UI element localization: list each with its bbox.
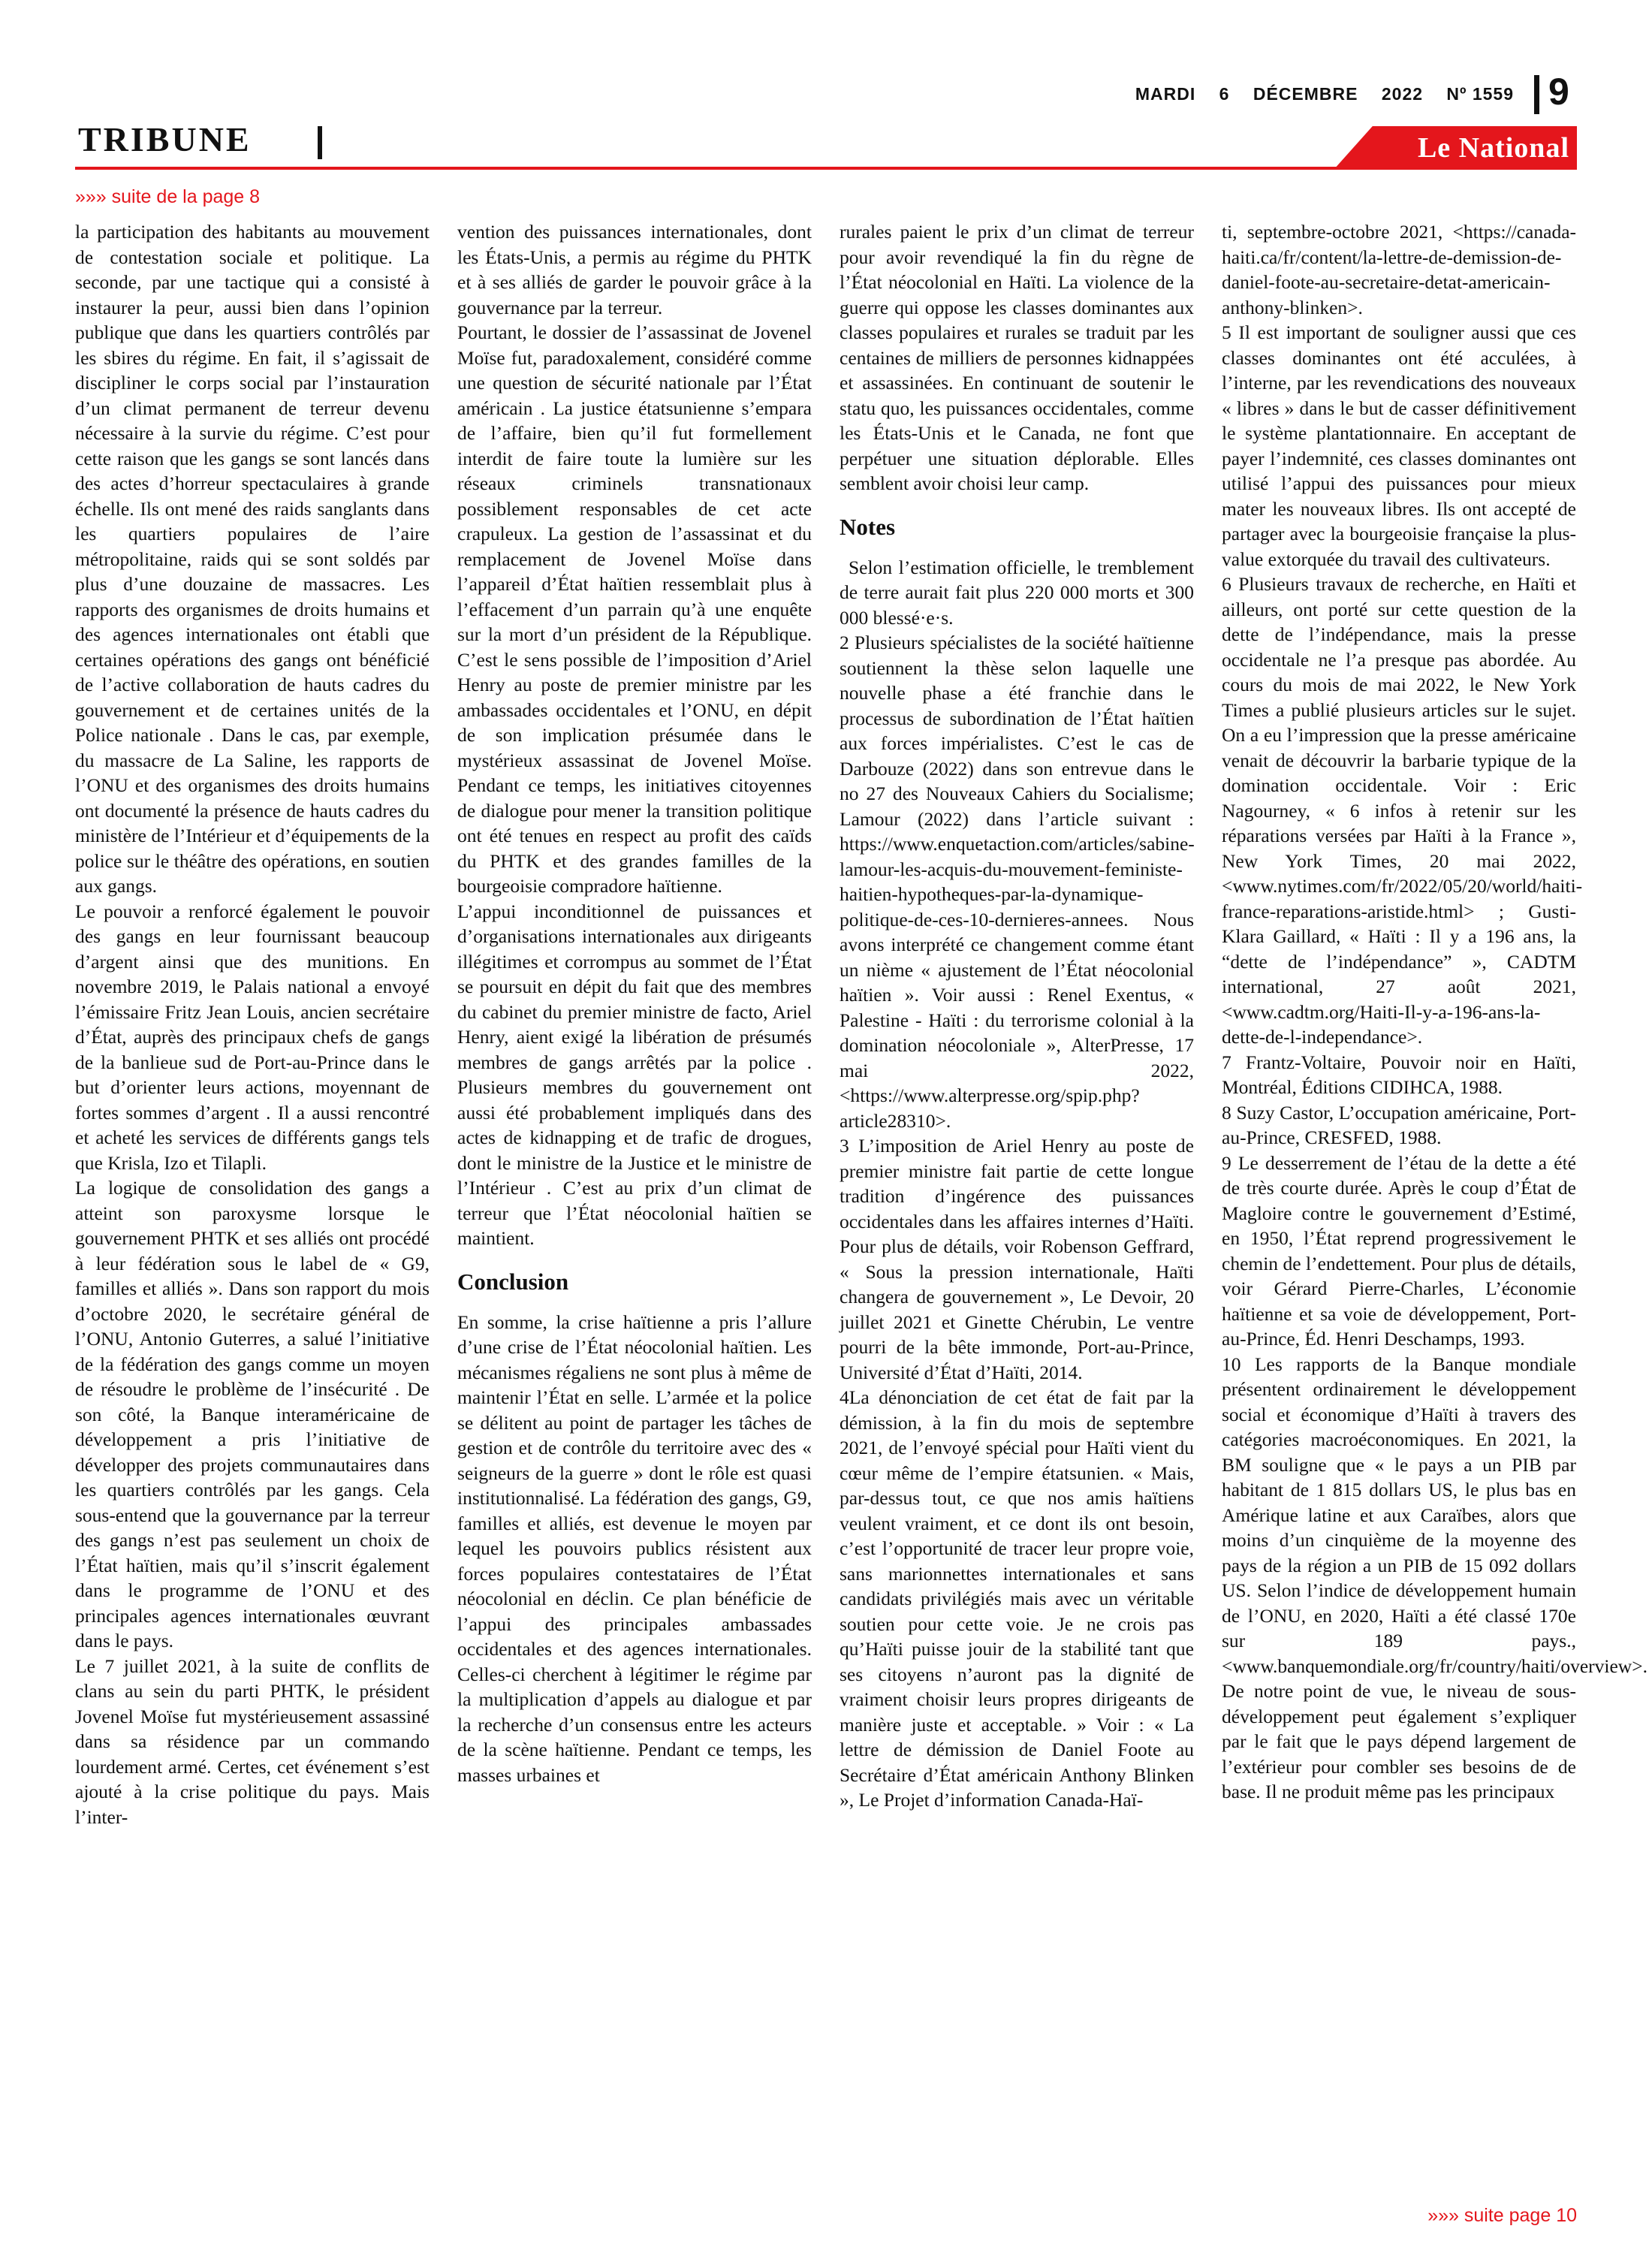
issue-weekday: MARDI bbox=[1135, 84, 1196, 104]
paragraph: la participation des habitants au mouvement de contestation sociale et politique. La seconde, par une tactique qui a consisté à instaurer la peur, aussi bien dans l’opinion publique que dans les quartiers contrôlés par les sbires du régime. En fait, il s’agissait de discipliner le corps social par l’instauration d’un climat permanent de terreur devenu nécessaire à la survie du régime. C’est pour cette raison que les gangs se sont lancés dans des actes d’horreur spectaculaires à grande échelle. Ils ont mené des raids sanglants dans les quartiers populaires de l’aire métropolitaine, raids qui se sont soldés par plus d’une douzaine de massacres. Les rapports des organismes de droits humains et des agences internationales ont établi que certaines opérations des gangs ont bénéficié de l’active collaboration de hauts cadres du gouvernement et de certaines unités de la Police nationale . Dans le cas, par exemple, du massacre de La Saline, les rapports de l’ONU et des organismes des droits humains ont documenté la présence de hauts cadres du ministère de l’Intérieur et d’équipements de la police sur le théâtre des opérations, en soutien aux gangs. bbox=[75, 221, 430, 897]
issue-number: Nº 1559 bbox=[1446, 84, 1514, 104]
page-number: 9 bbox=[1548, 71, 1569, 113]
article-column-3 bbox=[840, 219, 1194, 2202]
footnote-7: 7 Frantz-Voltaire, Pouvoir noir en Haïti, Montréal, Éditions CIDIHCA, 1988. bbox=[1222, 1051, 1576, 1098]
footnote-5: 5 Il est important de souligner aussi que ces classes dominantes ont été acculées, à l’interne, par les revendications des nouveaux « libres » dans le but de casser définitivement le système plantationnaire. En acceptant de payer l’indemnité, ces classes dominantes ont utilisé l’appui des puissances pour mieux mater les nouveaux libres. Ils ont accepté de partager avec la bourgeoisie française la plus-value extorquée du travail des cultivateurs. bbox=[1222, 321, 1576, 570]
footnote-3: 3 L’imposition de Ariel Henry au poste de premier ministre fait partie de cette longue tradition d’ingérence des puissances occidentales dans les affaires internes d’Haïti. Pour plus de détails, voir Robenson Geffrard, « Sous la pression internationale, Haïti changera de gouvernement », Le Devoir, 20 juillet 2021 et Ginette Chérubin, Le ventre pourri de la bête immonde, Port-au-Prince, Université d’État d’Haïti, 2014. bbox=[840, 1135, 1194, 1383]
issue-day: 6 bbox=[1219, 84, 1230, 104]
paragraph: Le 7 juillet 2021, à la suite de conflits de clans au sein du parti PHTK, le président Jovenel Moïse fut mystérieusement assassiné dans sa résidence par un commando lourdement armé. Certes, cet événement s’est ajouté à la crise politique du pays. Mais l’inter- bbox=[75, 1654, 430, 1828]
footnote-8: 8 Suzy Castor, L’occupation américaine, Port-au-Prince, CRESFED, 1988. bbox=[1222, 1101, 1576, 1148]
footnote-2: 2 Plusieurs spécialistes de la société haïtienne soutiennent la thèse selon laquelle une nouvelle phase a été franchie dans le processus de subordination de l’État haïtien aux forces impérialistes. C’est le cas de Darbouze (2022) dans son entrevue dans le no 27 des Nouveaux Cahiers du Socialisme; Lamour (2022) dans l’article suivant : https://www.enquetaction.com/articles/sabine-lamour-les-acquis-du-mouvement-feministe-haitien-hypotheques-par-la-dynamique-politique-de-ces-10-dernieres-annees. Nous avons interprété ce changement comme étant un nième « ajustement de l’État néocolonial haïtien ». Voir aussi : Renel Exentus, « Palestine - Haïti : du terrorisme colonial à la domination néocoloniale », AlterPresse, 17 mai 2022, <https://www.alterpresse.org/spip.php?article28310>. bbox=[840, 632, 1195, 1132]
footnote-6: 6 Plusieurs travaux de recherche, en Haïti et ailleurs, ont porté sur cette question de la dette de l’indépendance, mais la presse occidentale ne l’a presque pas abordée. Au cours du mois de mai 2022, le New York Times a publié plusieurs articles sur le sujet. On a eu l’impression que la presse américaine venait de découvrir la barbarie typique de la domination occidentale. Voir : Eric Nagourney, « 6 infos à retenir sur les réparations versées par Haïti à la France », New York Times, 20 mai 2022, <www.nytimes.com/fr/2022/05/20/world/haiti-france-reparations-aristide.html> ; Gusti-Klara Gaillard, « Haïti : Il y a 196 ans, la “dette de l’indépendance” », CADTM international, 27 août 2021, <www.cadtm.org/Haiti-Il-y-a-196-ans-la-dette-de-l-independance>. bbox=[1222, 573, 1583, 1048]
notes-heading: Notes bbox=[840, 513, 896, 540]
paragraph: La logique de consolidation des gangs a atteint son paroxysme lorsque le gouvernement PHTK et ses alliés ont procédé à leur fédération sous le label de « G9, familles et alliés ». Dans son rapport du mois d’octobre 2020, le secrétaire général de l’ONU, Antonio Guterres, a salué l’initiative de la fédération des gangs comme un moyen de résoudre le problème de l’insécurité . De son côté, la Banque interaméricaine de développement a pris l’initiative de développer des projets communautaires dans les quartiers contrôlés par les gangs. Cela sous-entend que la gouvernance par la terreur des gangs n’est pas seulement un choix de l’État haïtien, mais qu’il s’inscrit également dans le programme de l’ONU et des principales agences internationales œuvrant dans le pays. bbox=[75, 1177, 430, 1651]
continued-from-link[interactable]: »»» suite de la page 8 bbox=[75, 186, 261, 207]
issue-month: DÉCEMBRE bbox=[1253, 84, 1358, 104]
article-column-2 bbox=[457, 219, 812, 2202]
issue-year: 2022 bbox=[1381, 84, 1424, 104]
paragraph: En somme, la crise haïtienne a pris l’allure d’une crise de l’État néocolonial haïtien. Les mécanismes régaliens ne sont plus à même de maintenir l’État en selle. L’armée et la police se délitent au point de partager les tâches de gestion et de contrôle du territoire avec des « seigneurs de la guerre » dont le rôle est quasi institutionnalisé. La fédération des gangs, G9, familles et alliés, est devenue le moyen par lequel les pouvoirs publics résistent aux forces populaires contestataires de l’État néocolonial en déclin. Ce plan bénéficie de l’appui des principales ambassades occidentales et des agences internationales. Celles-ci cherchent à légitimer le régime par la multiplication d’appels au dialogue et par la recherche d’un consensus entre les acteurs de la scène haïtienne. Pendant ce temps, les masses urbaines et bbox=[457, 1310, 812, 1786]
paragraph: L’appui inconditionnel de puissances et d’organisations internationales aux dirigeants illégitimes et corrompus au sommet de l’État se poursuit en dépit du fait que des membres du cabinet du premier ministre de facto, Ariel Henry, aient exigé la libération de présumés membres de gangs arrêtés par la police . Plusieurs membres du gouvernement ont aussi été probablement impliqués dans des actes de kidnapping et de trafic de drogues, dont le ministre de la Justice et le ministre de l’Intérieur . C’est au prix d’un climat de terreur que l’État néocolonial haïtien se maintient. bbox=[457, 900, 812, 1249]
footnote-9: 9 Le desserrement de l’étau de la dette a été de très courte durée. Après le coup d’État de Magloire contre le gouvernement d’Estimé, en 1950, l’État reprend progressivement le chemin de l’endettement. Pour plus de détails, voir Gérard Pierre-Charles, L’économie haïtienne et sa voie de développement, Port-au-Prince, Éd. Henri Deschamps, 1993. bbox=[1222, 1151, 1576, 1350]
continued-to-link[interactable]: »»» suite page 10 bbox=[1427, 2205, 1577, 2226]
conclusion-heading: Conclusion bbox=[457, 1268, 569, 1295]
section-title: TRIBUNE bbox=[78, 120, 252, 158]
article-column-1 bbox=[75, 219, 430, 2202]
article-column-4 bbox=[1222, 219, 1647, 2202]
footnote-4-continued: ti, septembre-octobre 2021, <https://canada-haiti.ca/fr/content/la-lettre-de-demission-de-daniel-foote-au-secretaire-detat-americain-anthony-blinken>. bbox=[1222, 221, 1576, 318]
footnote-4: 4La dénonciation de cet état de fait par la démission, à la fin du mois de septembre 2021, de l’envoyé spécial pour Haïti vient du cœur même de l’empire étatsunien. « Mais, par-dessus tout, ce que nos amis haïtiens veulent vraiment, et ce dont ils ont besoin, c’est l’opportunité de tracer leur propre voie, sans marionnettes internationales et sans candidats privilégiés mais avec un véritable soutien pour cette voie. Je ne crois pas qu’Haïti puisse jouir de la stabilité tant que ses citoyens n’auront pas la dignité de vraiment choisir leurs propres dirigeants de manière juste et acceptable. » Voir : « La lettre de démission de Daniel Foote au Secrétaire d’État américain Anthony Blinken », Le Projet d’information Canada-Haï- bbox=[840, 1386, 1194, 1811]
paragraph: vention des puissances internationales, dont les États-Unis, a permis au régime du PHTK et à ses alliés de garder le pouvoir grâce à la gouvernance par la terreur. bbox=[457, 221, 812, 318]
paragraph: Le pouvoir a renforcé également le pouvoir des gangs en leur fournissant beaucoup d’argent ainsi que des munitions. En novembre 2019, le Palais national a envoyé l’émissaire Fritz Jean Louis, ancien secrétaire d’État, auprès des principaux chefs de gangs de la banlieue sud de Port-au-Prince dans le but d’orienter leurs actions, moyennant de fortes sommes d’argent . Il a aussi rencontré et acheté les services de différents gangs tels que Krisla, Izo et Tilapli. bbox=[75, 900, 430, 1174]
footnote-1: Selon l’estimation officielle, le tremblement de terre aurait fait plus 220 000 morts et 300 000 blessé·e·s. bbox=[840, 556, 1194, 629]
newspaper-name: Le National bbox=[1417, 132, 1569, 164]
footnote-10: 10 Les rapports de la Banque mondiale présentent ordinairement le développement social et économique d’Haïti à travers des catégories macroéconomiques. En 2021, la BM souligne que « le pays a un PIB par habitant de 1 815 dollars US, le plus bas en Amérique latine et aux Caraïbes, alors que moins d’un cinquième de la moyenne des pays de la région a un PIB de 15 092 dollars US. Selon l’indice de développement humain de l’ONU, en 2020, Haïti a été classé 170e sur 189 pays., <www.banquemondiale.org/fr/country/haiti/overview>. De notre point de vue, le niveau de sous-développement peut également s’expliquer par le fait que le pays dépend largement de l’extérieur pour combler ses besoins de de base. Il ne produit même pas les principaux bbox=[1222, 1353, 1647, 1802]
paragraph: rurales paient le prix d’un climat de terreur pour avoir revendiqué la fin du règne de l’État néocolonial en Haïti. La violence de la guerre qui oppose les classes dominantes aux classes populaires et rurales se traduit par les centaines de milliers de personnes kidnappées et assassinées. En continuant de soutenir le statu quo, les puissances occidentales, comme les États-Unis et le Canada, ne font que perpétuer une situation déplorable. Elles semblent avoir choisi leur camp. bbox=[840, 221, 1194, 494]
header-divider bbox=[1534, 75, 1539, 114]
paragraph: Pourtant, le dossier de l’assassinat de Jovenel Moïse fut, paradoxalement, considéré comme une question de sécurité nationale par l’État américain . La justice étatsunienne s’empara de l’affaire, bien qu’il fut formellement interdit de faire toute la lumière sur les réseaux criminels transnationaux possiblement responsables de cet acte crapuleux. La gestion de l’assassinat et du remplacement de Jovenel Moïse dans l’appareil d’État haïtien ressemblait plus à l’effacement d’un parrain qu’à une enquête sur la mort d’un président de la République. C’est le sens possible de l’imposition d’Ariel Henry au poste de premier ministre par les ambassades occidentales et l’ONU, en dépit de son implication présumée dans le mystérieux assassinat de Jovenel Moïse. Pendant ce temps, les initiatives citoyennes de dialogue pour mener la transition politique ont été tenues en respect au profit des caïds du PHTK et des grandes familles de la bourgeoisie compradore haïtienne. bbox=[457, 321, 812, 897]
issue-dateline bbox=[901, 84, 1514, 104]
section-divider bbox=[318, 126, 322, 159]
